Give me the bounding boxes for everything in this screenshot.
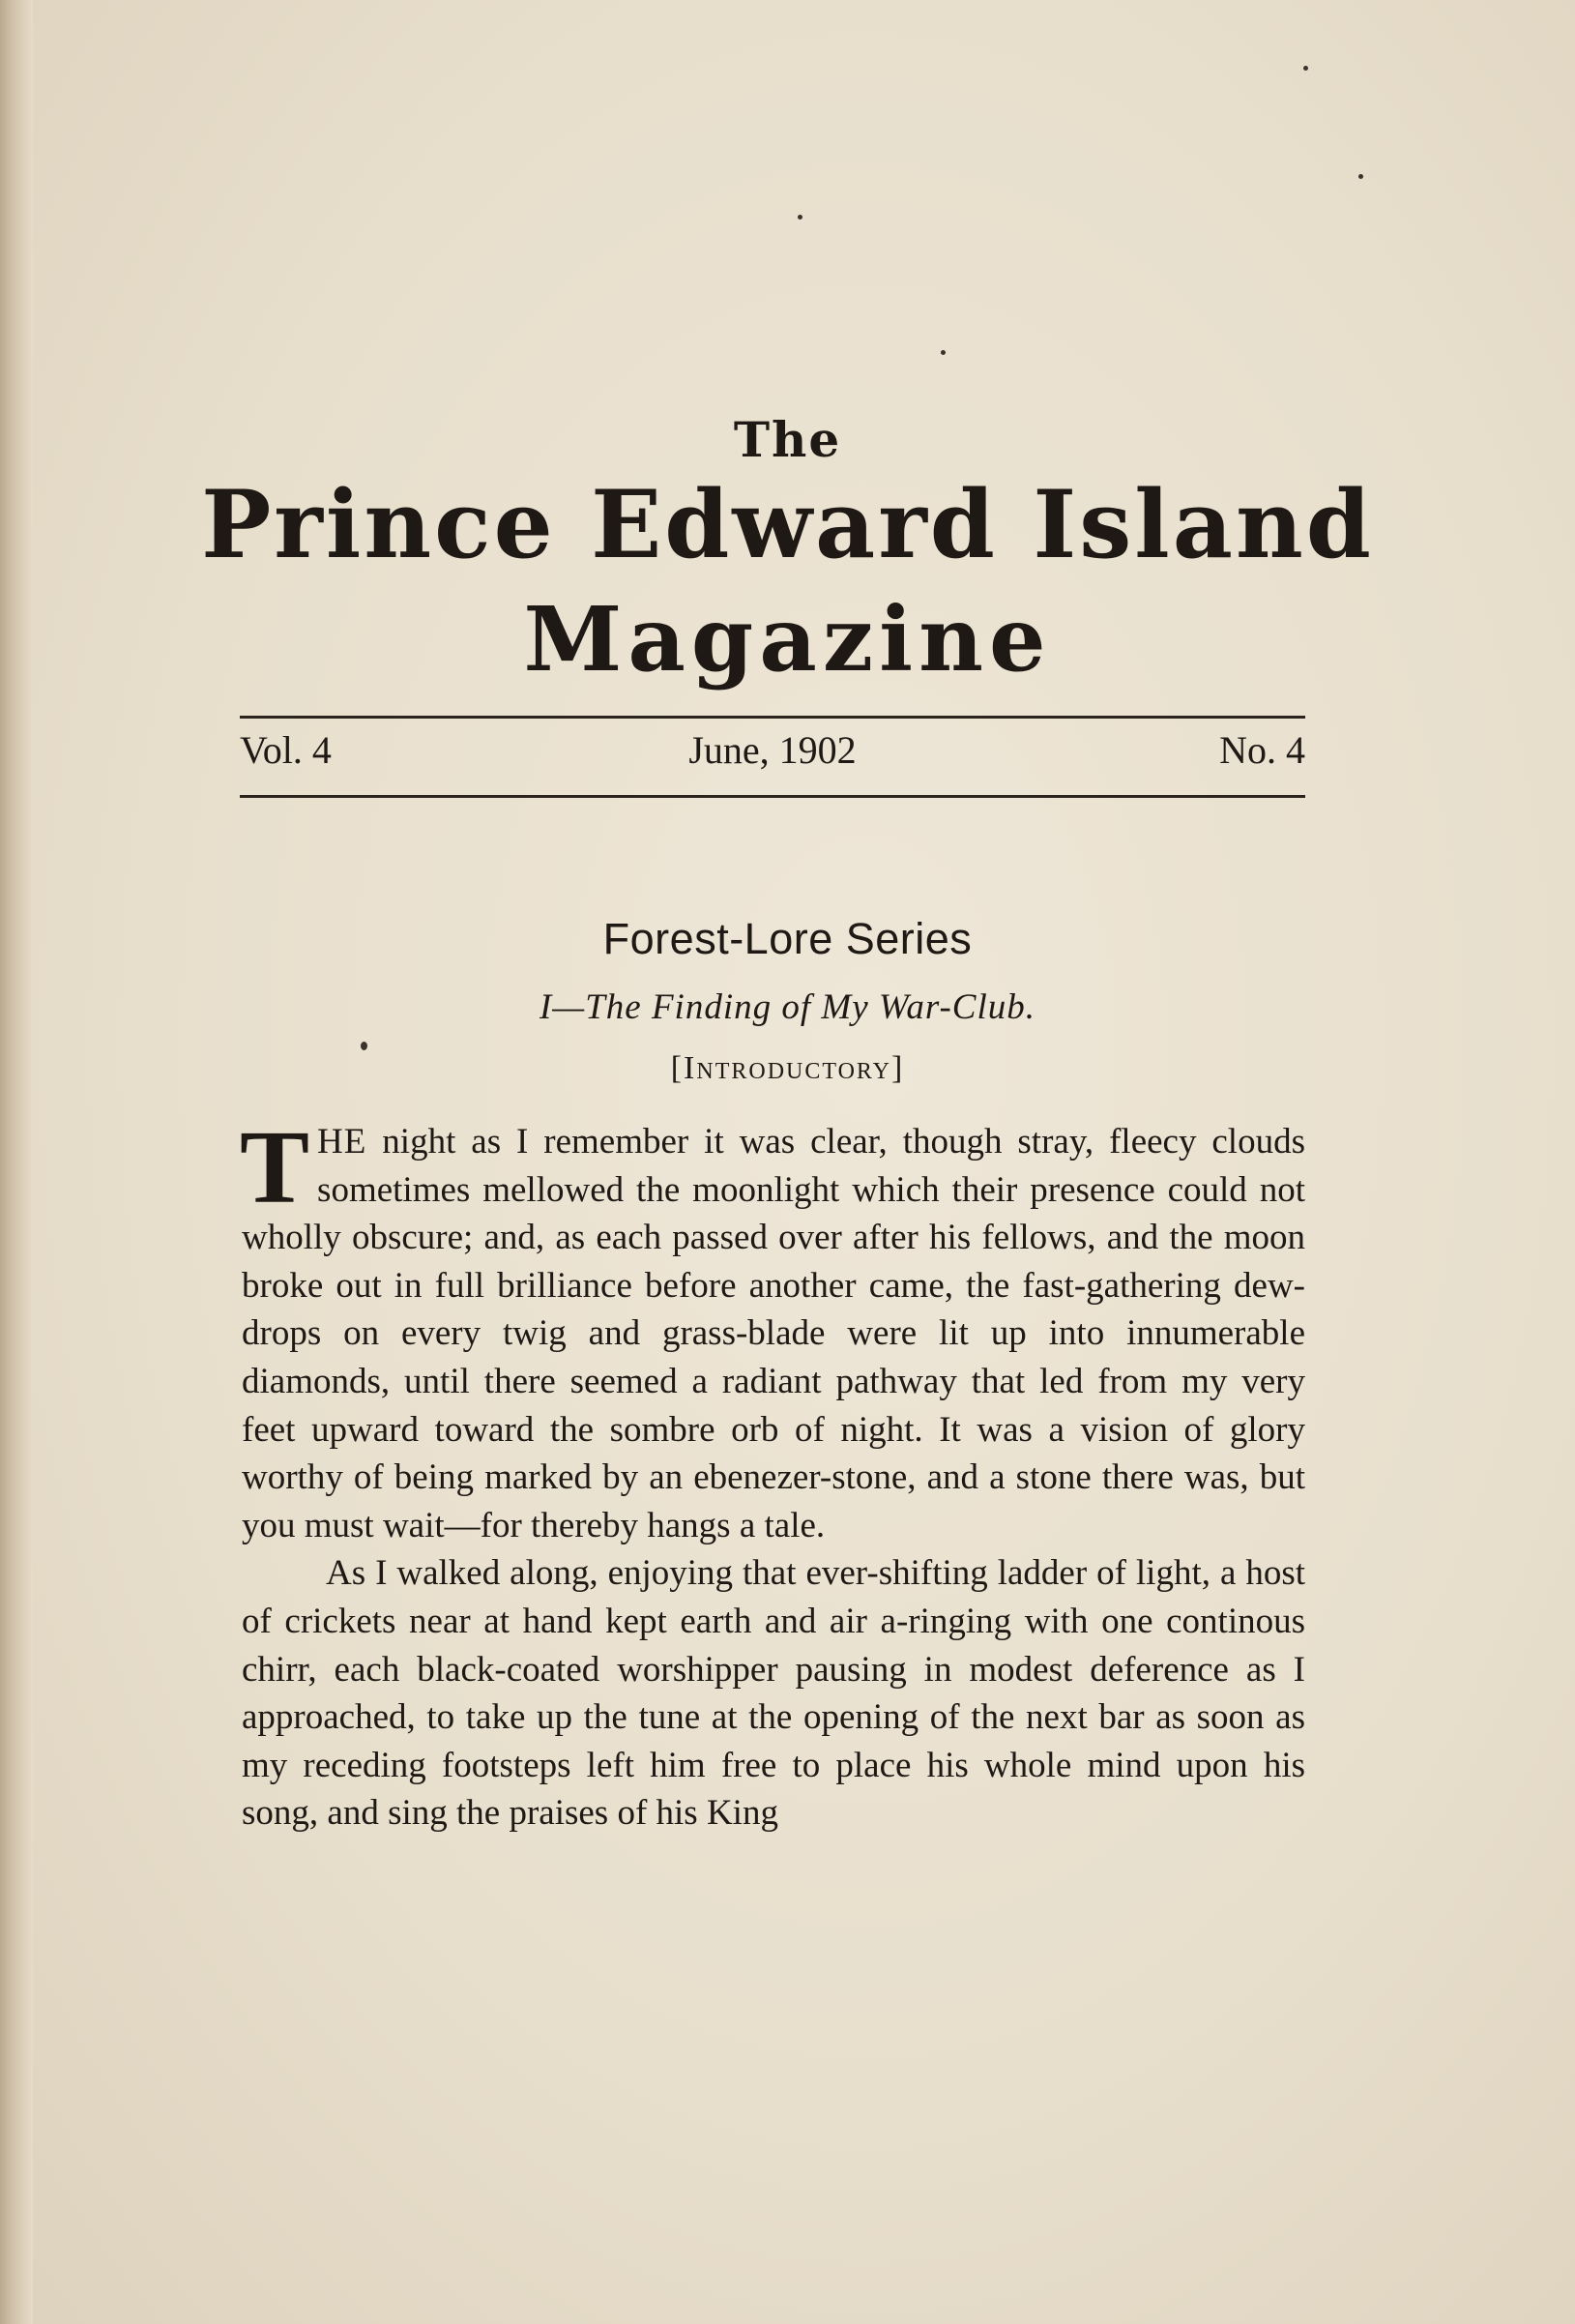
paper-speck	[1358, 174, 1363, 179]
paper-speck	[798, 215, 802, 220]
paragraph-2: As I walked along, enjoying that ever-shifting ladder of light, a host of crickets near at hand kept earth and air a-ringing with one continous chirr, each black-coated worshipper pausing in modest deference as I approached, to take up the tune at the opening of the next bar as soon as my receding footsteps left him free to place his whole mind upon his song, and sing the praises of his King	[242, 1553, 1305, 1834]
article-body	[240, 1110, 1305, 1838]
masthead-the: The	[733, 411, 842, 468]
section-tag: [Introductory]	[670, 1050, 905, 1086]
series-title: Forest-Lore Series	[602, 914, 973, 963]
issue-number: No. 4	[1219, 728, 1305, 772]
paper-speck	[1303, 66, 1308, 71]
top-rule	[240, 716, 1305, 719]
paragraph-1-text: night as I remember it was clear, though stray, fleecy clouds sometimes mellowed the moonlight which their presence could not wholly obscure; and, as each passed over after his fellows, and the moon broke out in full brilliance before another came, the fast-gathering dew-drops on every twig and grass-blade were lit up into innumerable diamonds, until there seemed a radiant pathway that led from my very feet upward toward the sombre orb of night. It was a vision of glory worthy of being marked by an ebenezer-stone, and a stone there was, but you must wait—for thereby hangs a tale.	[242, 1122, 1305, 1545]
paper-speck	[941, 350, 946, 355]
paragraph-1	[240, 1110, 1305, 1549]
issue-volume: Vol. 4	[240, 728, 332, 772]
issue-date: June, 1902	[688, 728, 857, 772]
masthead-subtitle: Magazine	[523, 587, 1052, 691]
issue-info-row	[240, 727, 1305, 785]
drop-cap: T	[240, 1110, 310, 1225]
paper-speck	[361, 1042, 367, 1050]
masthead-title: Prince Edward Island	[201, 470, 1374, 579]
first-word-rest: HE	[317, 1122, 367, 1162]
bottom-rule	[240, 795, 1305, 798]
article-title: I—The Finding of My War-Club.	[539, 987, 1036, 1027]
book-spine-shadow	[0, 0, 33, 2324]
